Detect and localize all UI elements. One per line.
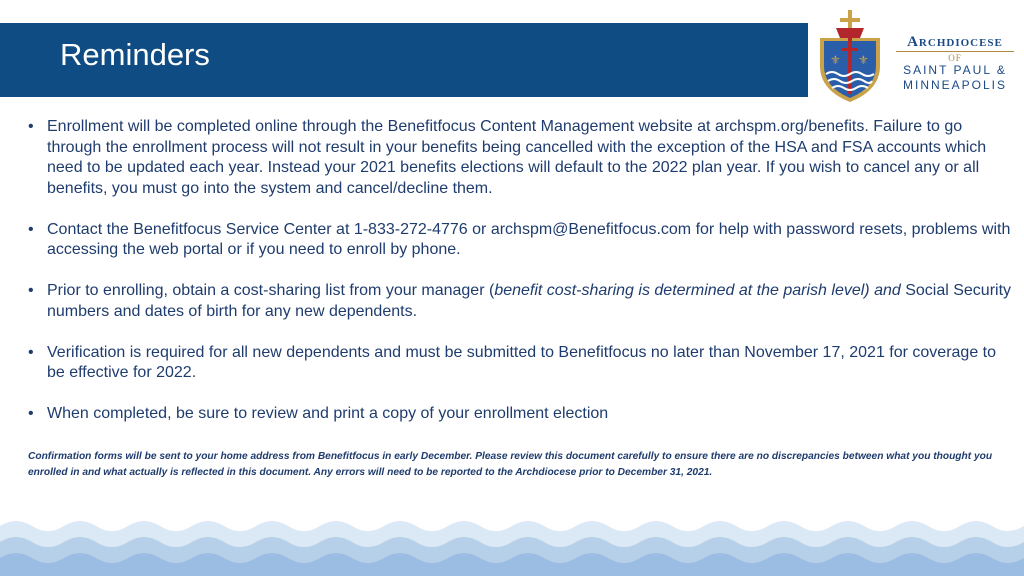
crest-icon	[812, 8, 888, 104]
list-item	[28, 404, 1014, 425]
bullet-text: When completed, be sure to review and print a copy of your enrollment election	[47, 405, 609, 422]
svg-text:⚜: ⚜	[830, 53, 841, 67]
confirmation-note: Confirmation forms will be sent to your home address from Benefitfocus in early December. Please review this document carefully to ensure there are no discrepancies between what you thought you enrolled in and what actually is reflected in this document. Any errors will need to be reported to the Archdiocese prior to December 31, 2021.	[28, 451, 993, 478]
wave-decoration	[0, 512, 1024, 576]
bullet-text: Contact the Benefitfocus Service Center at 1-833-272-4776 or archspm@Benefitfocus.com for help with password resets, problems with accessing the web portal or if you need to enroll by phone.	[47, 220, 1011, 258]
bullet-icon: •	[28, 405, 34, 422]
list-item	[28, 281, 1014, 322]
bullet-icon: •	[28, 343, 34, 361]
list-item	[28, 220, 1014, 261]
bullet-icon: •	[28, 282, 34, 299]
reminder-list	[28, 117, 1014, 445]
bullet-icon: •	[28, 220, 34, 238]
bullet-text-suffix: Social Security numbers and dates of birth for any new dependents.	[47, 282, 1012, 320]
list-item	[28, 343, 1014, 384]
bullet-text-italic: benefit cost-sharing is determined at the parish level) and	[494, 282, 901, 299]
svg-text:⚜: ⚜	[858, 53, 869, 67]
bullet-icon: •	[28, 118, 34, 135]
logo-line-archdiocese: Archdiocese	[907, 34, 1003, 50]
logo-rule	[896, 51, 1014, 52]
archdiocese-logo	[808, 6, 1024, 104]
page-title: Reminders	[60, 37, 210, 72]
logo-wordmark	[890, 34, 1020, 93]
bullet-text-prefix: Prior to enrolling, obtain a cost-sharing list from your manager (	[47, 282, 495, 299]
bullet-text: Enrollment will be completed online through the Benefitfocus Content Management website at archspm.org/benefits. Failure to go through the enrollment process will not result in your benefits being cancelled with the exception of the HSA and FSA accounts which need to be updated each year. Instead your 2021 benefits elections will default to the 2022 plan year. If you wish to cancel any or all benefits, you must go into the system and cancel/decline them.	[47, 118, 987, 197]
logo-line-saint-paul: SAINT PAUL &	[903, 63, 1007, 77]
logo-line-of: OF	[948, 53, 962, 63]
bullet-text: Verification is required for all new dependents and must be submitted to Benefitfocus no later than November 17, 2021 for coverage to be effective for 2022.	[47, 343, 997, 381]
logo-line-minneapolis: MINNEAPOLIS	[902, 78, 1008, 92]
list-item	[28, 117, 1014, 199]
